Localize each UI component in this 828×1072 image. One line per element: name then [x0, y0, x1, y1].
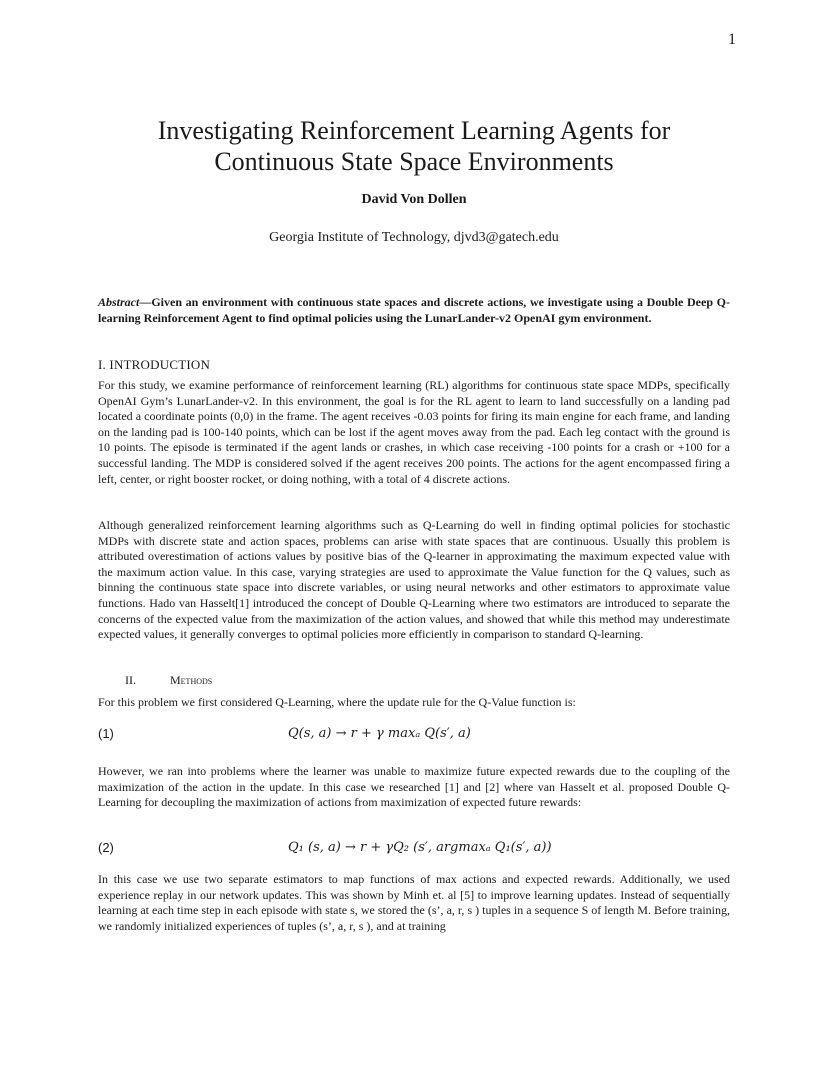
- section-heading-methods: [125, 673, 212, 688]
- equation-1: [98, 726, 730, 748]
- title-line-1: Investigating Reinforcement Learning Agents for: [157, 116, 671, 145]
- title-line-2: Continuous State Space Environments: [214, 147, 614, 176]
- abstract-label: Abstract: [98, 295, 140, 309]
- methods-paragraph-1: For this problem we first considered Q-Learning, where the update rule for the Q-Value function is:: [98, 695, 576, 709]
- intro-paragraph-1: For this study, we examine performance of reinforcement learning (RL) algorithms for continuous state space MDPs, specifically OpenAI Gym’s LunarLander-v2. In this environment, the goal is for the RL agent to learn to land successfully on a landing pad located a coordinate points (0,0) in the frame. The agent receives -0.03 points for firing its main engine for each frame, and landing on the landing pad is 100-140 points, which can be lost if the agent moves away from the pad. Each leg contact with the ground is 10 points. The episode is terminated if the agent lands or crashes, in which case receiving -100 points for a crash or +100 for a successful landing. The MDP is considered solved if the agent receives 200 points. The actions for the agent encompassed firing a left, center, or right booster rocket, or doing nothing, with a total of 4 discrete actions.: [98, 378, 730, 486]
- methods-paragraph-3: In this case we use two separate estimators to map functions of max actions and expected rewards. Additionally, we used experience replay in our network updates. This was shown by Minh et. al [5] to improve learning updates. Instead of sequentially learning at each time step in each episode with state s, we stored the (s’, a, r, s ) tuples in a sequence S of length M. Before training, we randomly initialized experiences of tuples (s’, a, r, s ), and at training: [98, 872, 730, 933]
- abstract: [98, 294, 730, 326]
- abstract-text: Given an environment with continuous state spaces and discrete actions, we investigate using a Double Deep Q-learning Reinforcement Agent to find optimal policies using the LunarLander-v2 OpenAI gym environment.: [98, 295, 730, 325]
- abstract-dash: —: [139, 295, 152, 309]
- author-affiliation: Georgia Institute of Technology, djvd3@gatech.edu: [269, 230, 559, 245]
- intro-paragraph-2: Although generalized reinforcement learning algorithms such as Q-Learning do well in finding optimal policies for stochastic MDPs with discrete state and action spaces, problems can arise with state spaces that are continuous. Usually this problem is attributed overestimation of actions values by positive bias of the Q-learner in approximating the maximum expected value with the maximum action value. In this case, varying strategies are used to approximate the Value function for the Q values, such as binning the continuous state space into discrete variables, or using neural networks and other estimators to approximate value functions. Hado van Hasselt[1] introduced the concept of Double Q-Learning where two estimators are introduced to separate the concerns of the expected value from the maximization of the action values, and showed that while this method may underestimate expected values, it generally converges to optimal policies more efficiently in comparison to standard Q-learning.: [98, 518, 730, 642]
- section-heading-introduction: I. INTRODUCTION: [98, 357, 211, 372]
- author-name: David Von Dollen: [361, 192, 467, 207]
- page-number: 1: [728, 31, 736, 48]
- equation-2-number: (2): [98, 840, 114, 855]
- equation-1-body: Q(s, a) → r + γ maxₐ Q(s′, a): [288, 726, 471, 741]
- equation-1-number: (1): [98, 726, 114, 741]
- section-number: II.: [125, 673, 136, 687]
- methods-paragraph-2: However, we ran into problems where the learner was unable to maximize future expected rewards due to the coupling of the maximization of the action in the update. In this case we researched [1] and [2] where van Hasselt et al. proposed Double Q-Learning for decoupling the maximization of actions from maximization of expected future rewards:: [98, 764, 730, 810]
- equation-2: [98, 840, 730, 862]
- section-title: Methods: [170, 673, 213, 687]
- equation-2-body: Q₁ (s, a) → r + γQ₂ (s′, argmaxₐ Q₁(s′, a)): [288, 840, 552, 855]
- paper-title: [0, 115, 828, 177]
